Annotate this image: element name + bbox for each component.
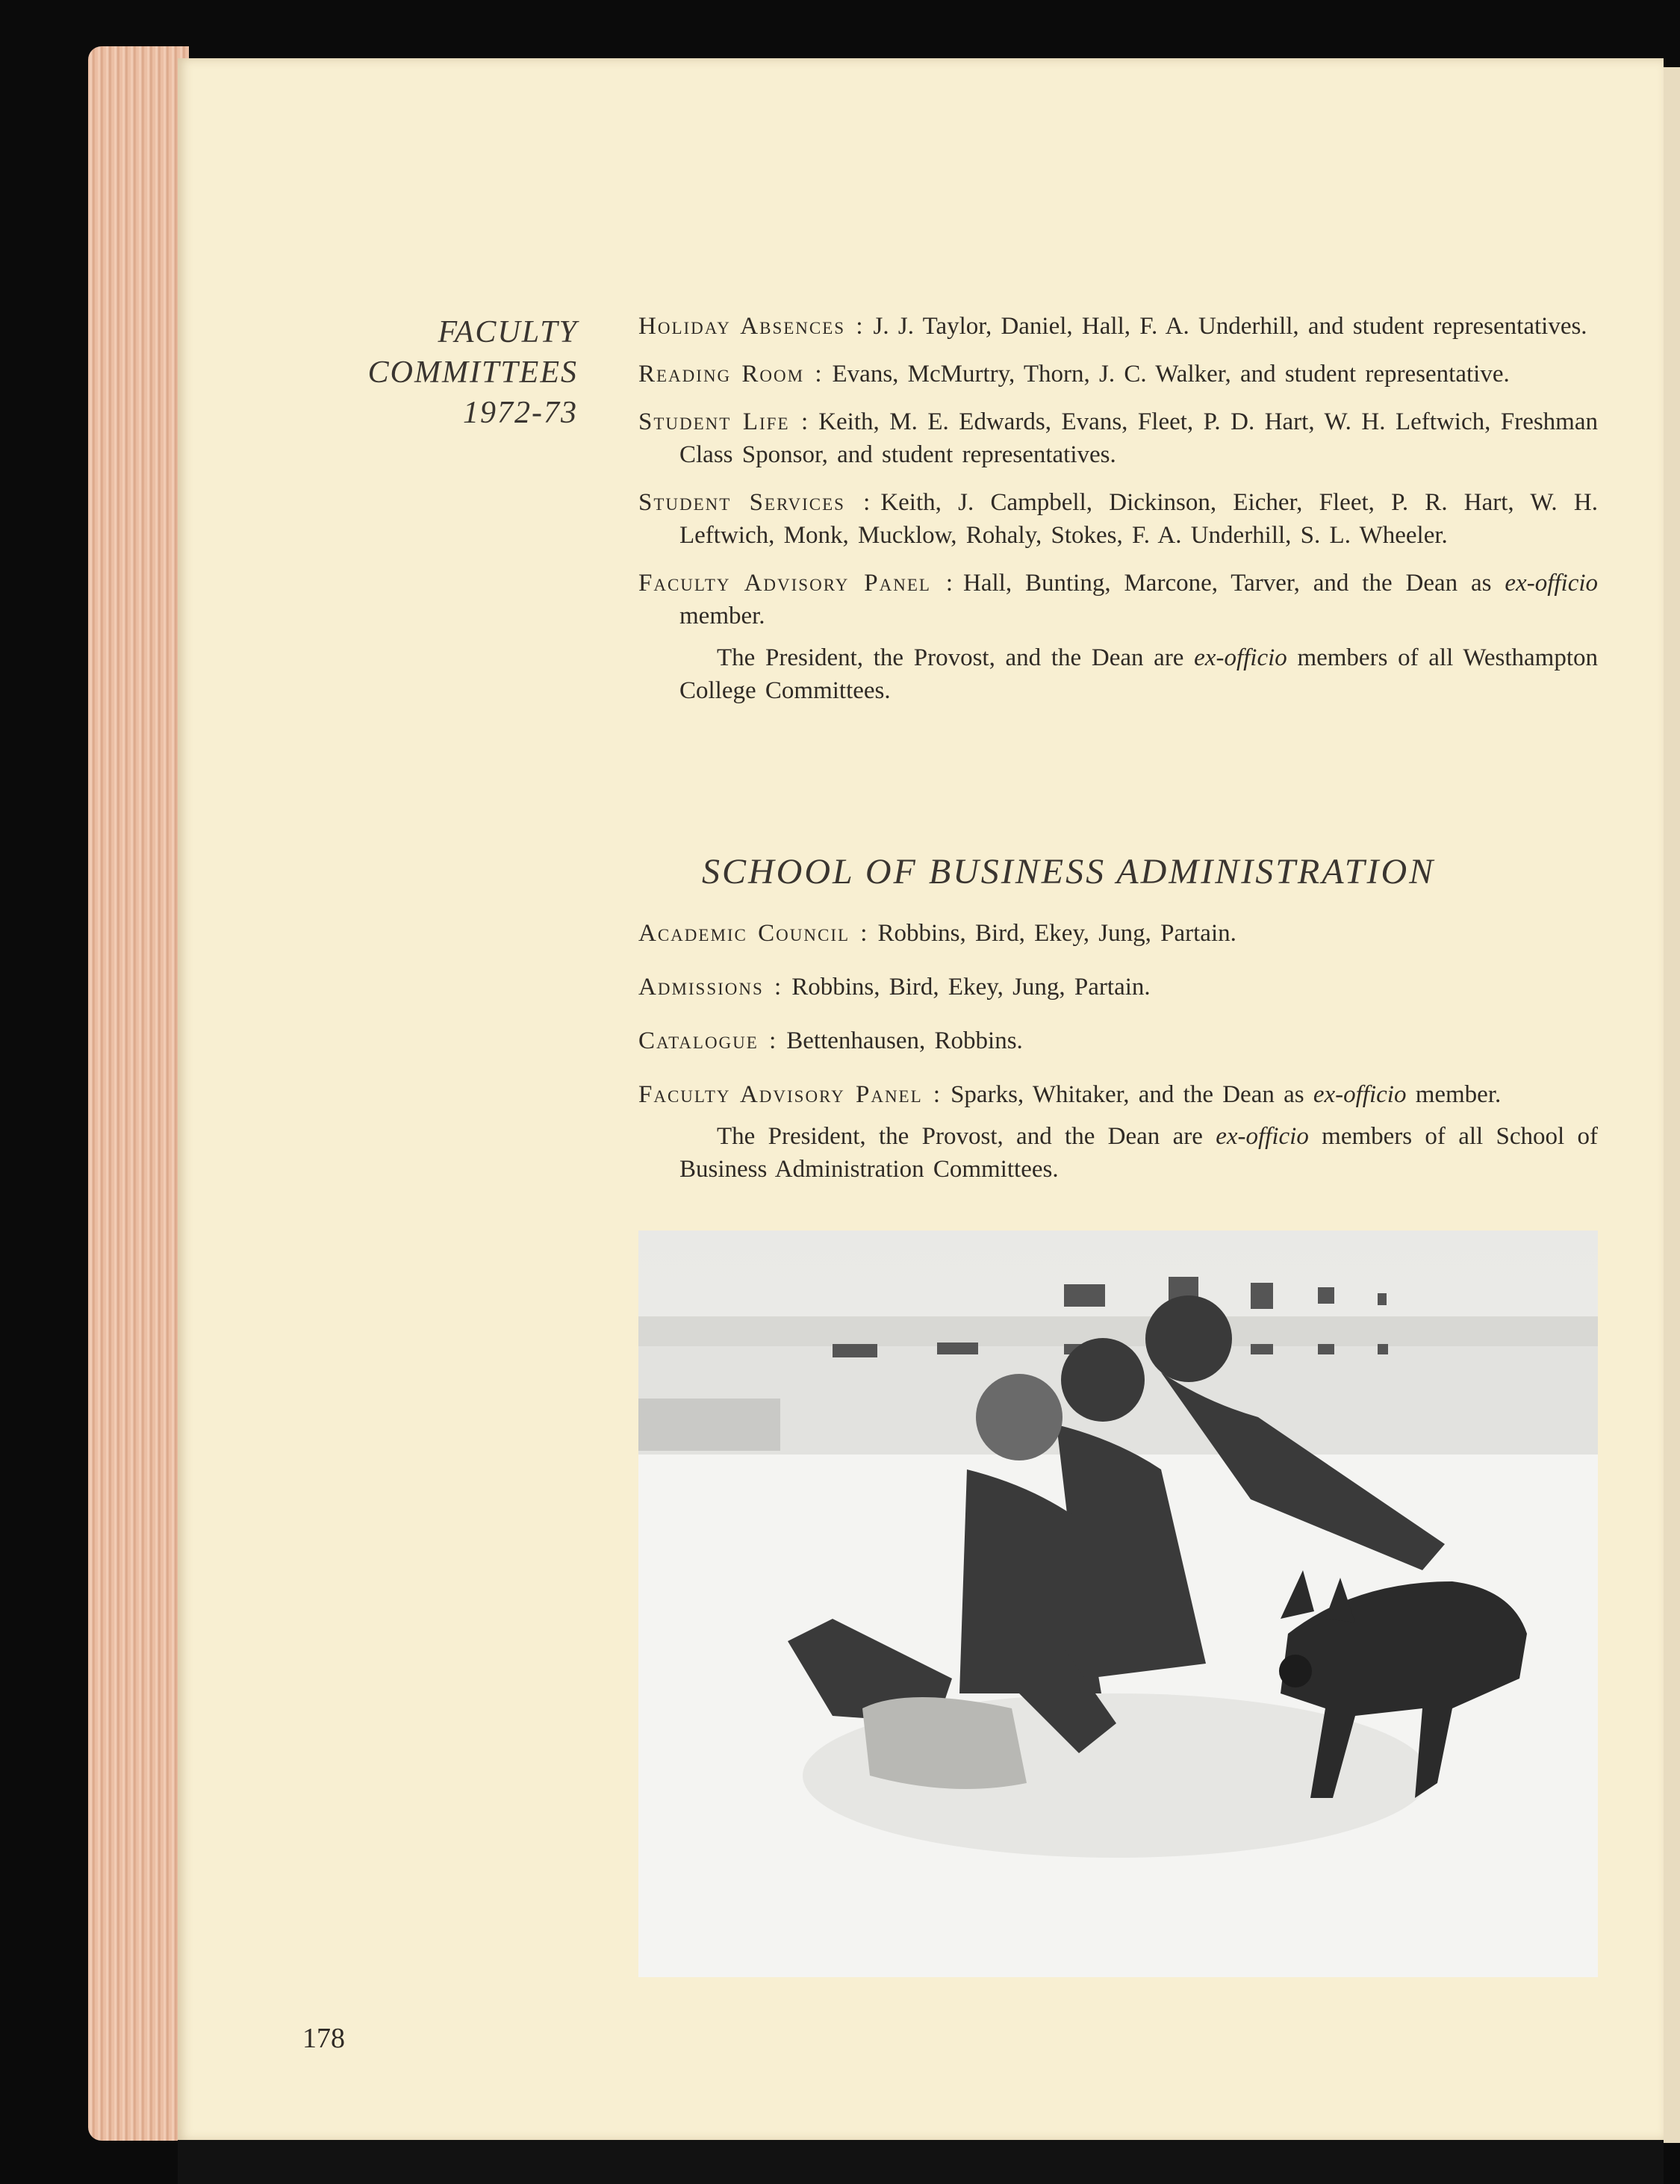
westhampton-committees <box>638 310 1598 707</box>
note-text-end: members of all School of Business Administration Committees. <box>679 1123 1599 1183</box>
committee-members: Bettenhausen, Robbins. <box>786 1027 1023 1054</box>
committee-label: Academic Council : <box>638 920 869 947</box>
advisory-panel-entry <box>638 567 1598 632</box>
committee-label: Student Life : <box>638 408 810 435</box>
ex-officio-note <box>638 641 1598 707</box>
committee-entry <box>638 971 1598 1004</box>
committee-members: J. J. Taylor, Daniel, Hall, F. A. Underhill, and student representatives. <box>873 313 1587 340</box>
committee-members-end: member. <box>679 603 765 629</box>
ex-officio-note <box>638 1120 1598 1186</box>
ex-officio-term: ex-officio <box>1216 1123 1309 1150</box>
committee-entry <box>638 310 1598 343</box>
committee-members: Robbins, Bird, Ekey, Jung, Partain. <box>791 974 1151 1001</box>
committee-entry <box>638 917 1598 950</box>
committee-members: Keith, M. E. Edwards, Evans, Fleet, P. D. Hart, W. H. Leftwich, Freshman Class Sponsor, and student representatives. <box>679 408 1598 468</box>
business-committees <box>638 917 1598 1186</box>
committee-entry <box>638 358 1598 391</box>
committee-entry <box>638 1024 1598 1057</box>
committee-label: Student Services : <box>638 489 872 516</box>
advisory-panel-entry <box>638 1078 1598 1111</box>
ex-officio-term: ex-officio <box>1505 570 1599 597</box>
committee-label: Faculty Advisory Panel : <box>638 570 955 597</box>
side-heading-line-2: COMMITTEES <box>367 355 578 390</box>
committee-label: Faculty Advisory Panel : <box>638 1081 942 1108</box>
note-text: The President, the Provost, and the Dean are <box>717 1123 1203 1150</box>
side-heading <box>368 312 578 433</box>
committee-members: Evans, McMurtry, Thorn, J. C. Walker, and student representative. <box>832 361 1510 388</box>
scan-border <box>178 2140 1664 2184</box>
side-heading-year: 1972-73 <box>463 396 578 430</box>
ex-officio-term: ex-officio <box>1194 644 1287 671</box>
sledding-photo <box>638 1231 1598 1977</box>
book-page-edges <box>88 46 189 2141</box>
committee-entry <box>638 405 1598 471</box>
committee-members: Hall, Bunting, Marcone, Tarver, and the Dean as <box>963 570 1492 597</box>
note-text-end: members of all Westhampton College Committees. <box>679 644 1598 704</box>
ex-officio-term: ex-officio <box>1313 1081 1407 1108</box>
facing-page-edge <box>1664 67 1680 2143</box>
committee-members: Sparks, Whitaker, and the Dean as <box>951 1081 1304 1108</box>
committee-entry <box>638 486 1598 552</box>
committee-label: Reading Room : <box>638 361 824 388</box>
committee-label: Admissions : <box>638 974 783 1001</box>
committee-members-end: member. <box>1415 1081 1502 1108</box>
committee-members: Keith, J. Campbell, Dickinson, Eicher, Fleet, P. R. Hart, W. H. Leftwich, Monk, Mucklow, Rohaly, Stokes, F. A. Underhill, S. L. Wheeler. <box>679 489 1599 549</box>
page-number: 178 <box>302 2023 345 2054</box>
note-text: The President, the Provost, and the Dean are <box>717 644 1184 671</box>
section-title: SCHOOL OF BUSINESS ADMINISTRATION <box>702 852 1436 892</box>
side-heading-line-1: FACULTY <box>438 315 578 349</box>
committee-label: Holiday Absences : <box>638 313 865 340</box>
committee-label: Catalogue : <box>638 1027 778 1054</box>
committee-members: Robbins, Bird, Ekey, Jung, Partain. <box>877 920 1236 947</box>
